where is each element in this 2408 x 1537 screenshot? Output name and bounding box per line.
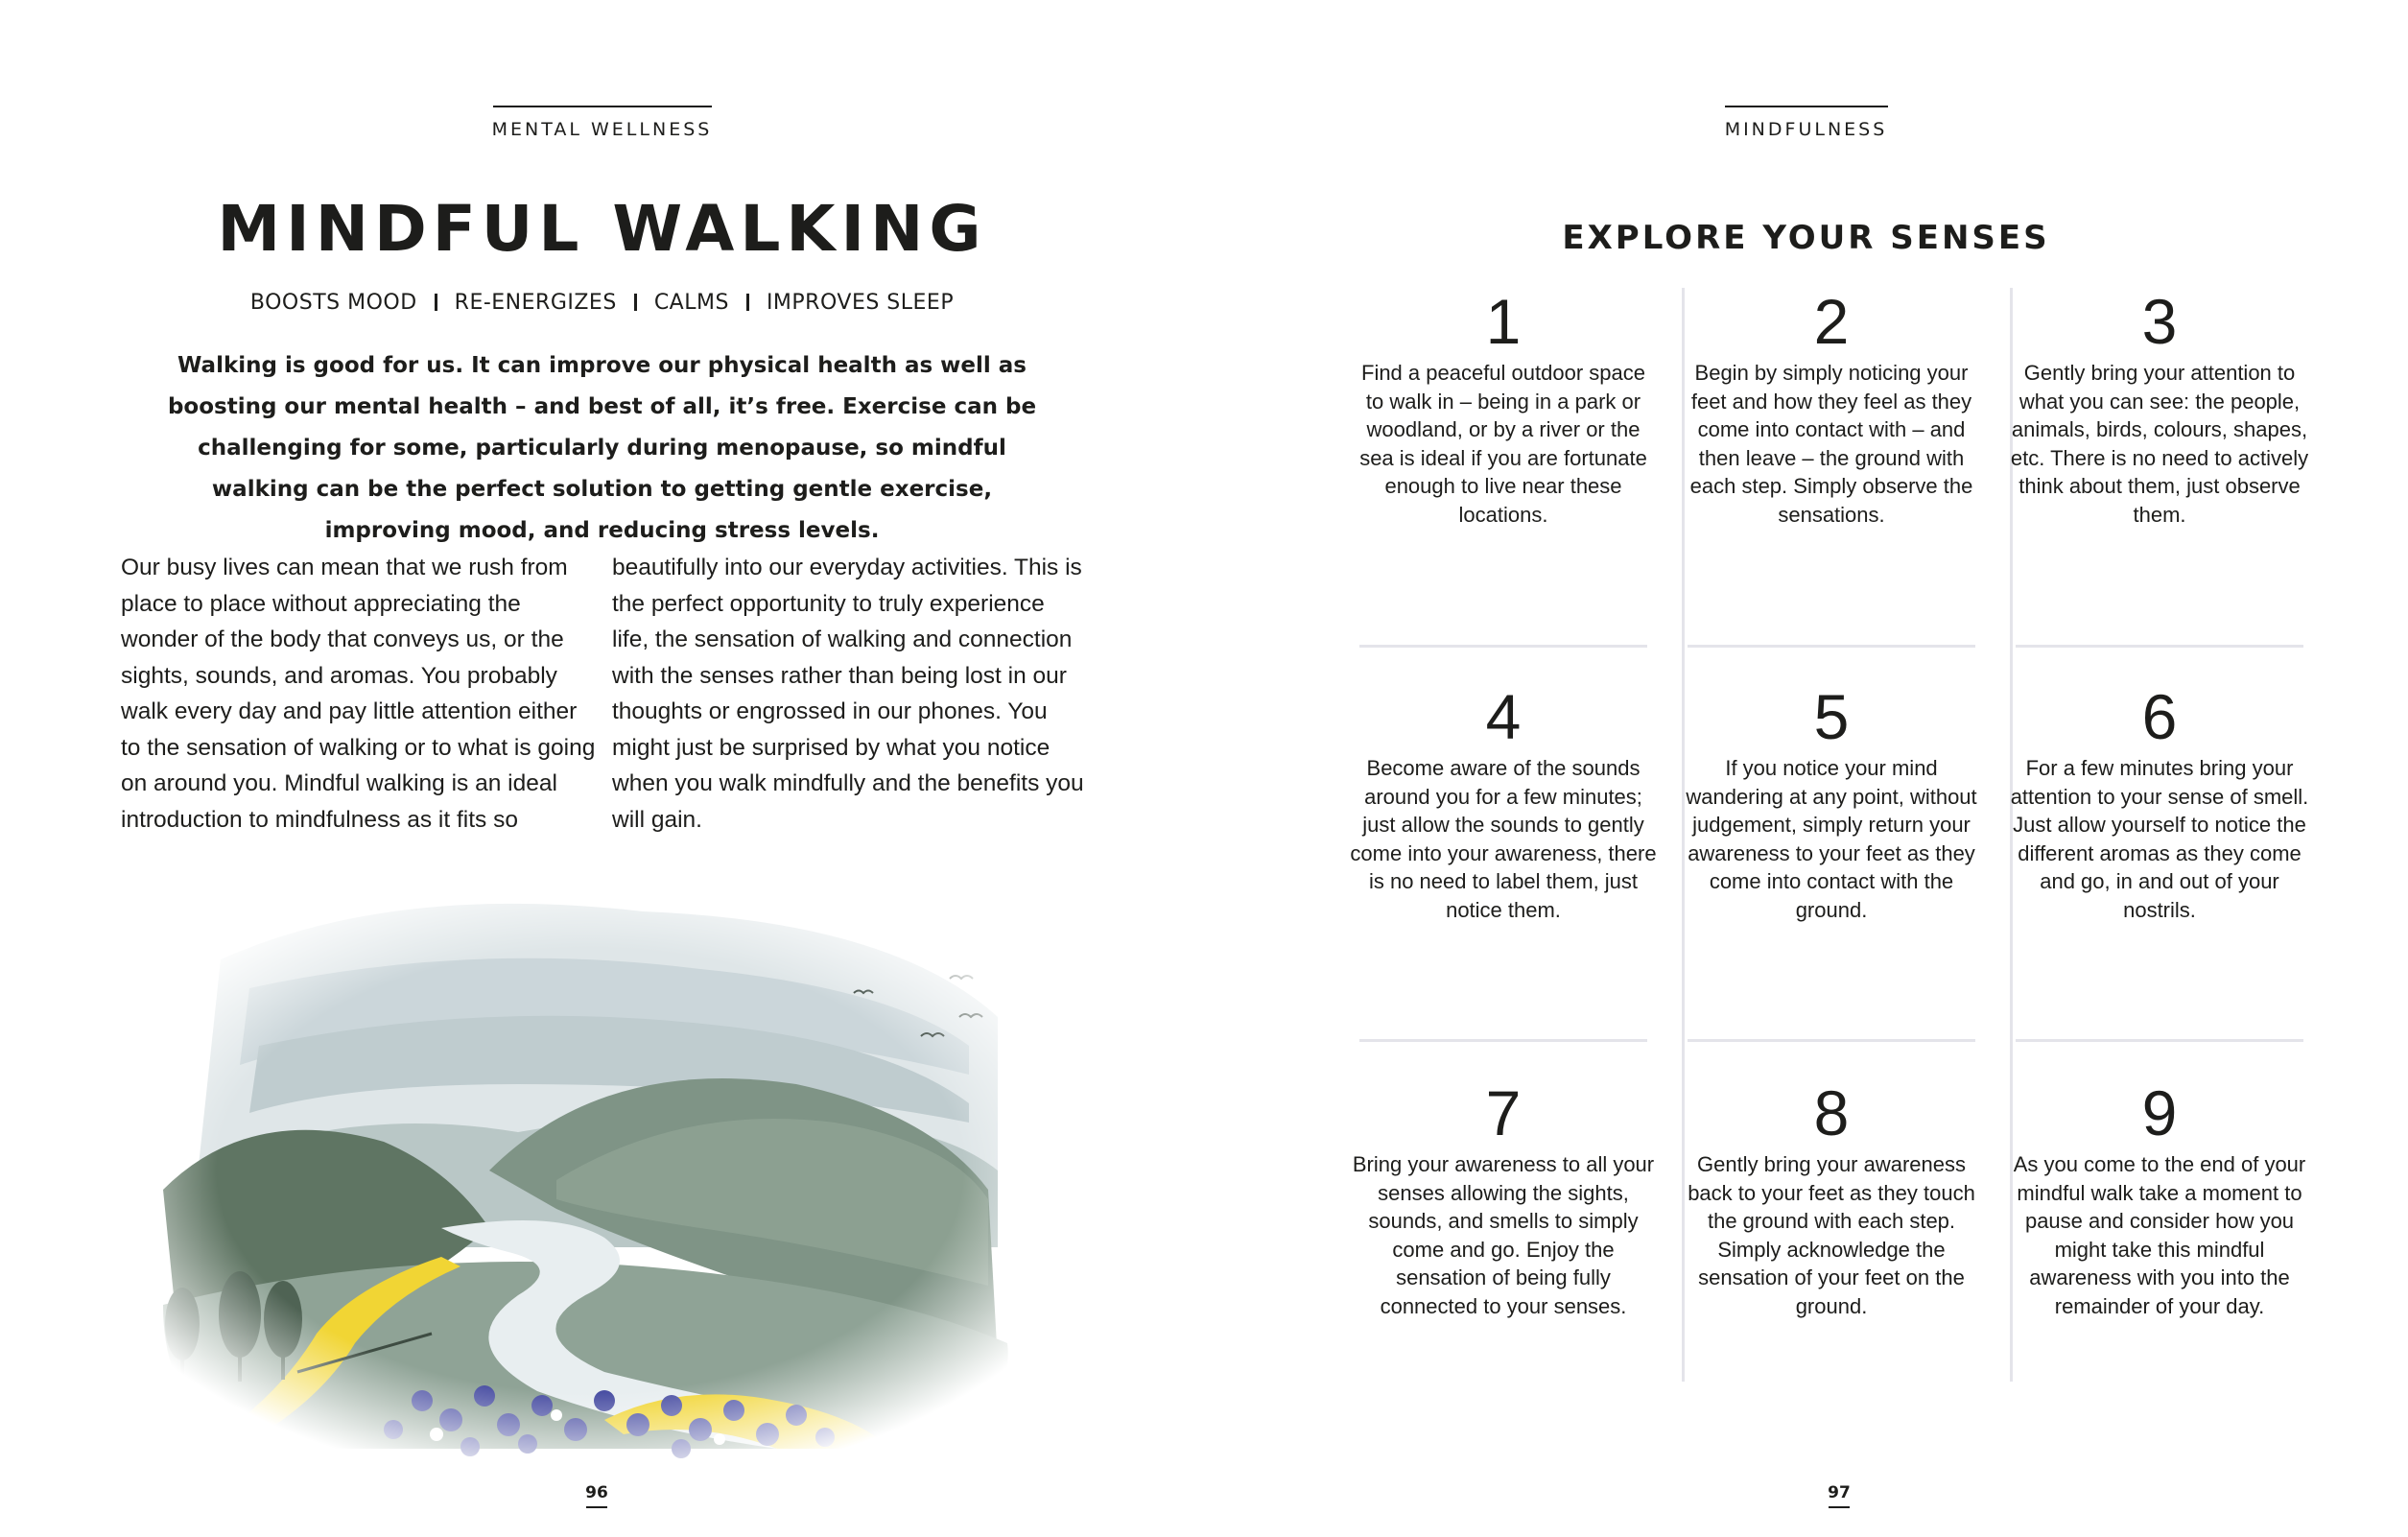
step-3 [2006,288,2313,529]
step-text: Become aware of the sounds around you for a few minutes; just allow the sounds to gently come into your awareness, there is no need to label them, just notice them. [1350,756,1657,922]
right-page [1204,0,2408,1537]
step-9 [2006,1079,2313,1320]
step-text: As you come to the end of your mindful walk take a moment to pause and consider how you might take this mindful awareness with you into the remainder of your day. [2013,1152,2306,1318]
benefit-item: RE-ENERGIZES [454,291,617,315]
step-number: 4 [1485,681,1522,752]
grid-divider [1688,1039,1975,1042]
step-text: For a few minutes bring your attention to your sense of smell. Just allow yourself to notice the different aromas as they come and go, in and out of your nostrils. [2010,756,2309,922]
benefits-list [0,291,1204,315]
step-number: 6 [2141,681,2178,752]
grid-divider [1359,1039,1647,1042]
step-number: 8 [1813,1077,1850,1148]
benefit-item: BOOSTS MOOD [249,291,417,315]
step-6 [2006,683,2313,924]
step-number: 7 [1485,1077,1522,1148]
step-2 [1678,288,1985,529]
intro-paragraph: Walking is good for us. It can improve our physical health as well as boosting our mental health – and best of all, it’s free. Exercise can be challenging for some, particularly during menopause, so mindful walking can be the perfect solution to getting gentle exercise, improving mood, and reducing stress levels. [167,353,1037,543]
benefit-separator [634,294,637,311]
benefit-item: IMPROVES SLEEP [766,291,955,315]
landscape-illustration [106,883,1074,1458]
step-5 [1678,683,1985,924]
running-head-right [1204,106,2408,140]
step-number: 2 [1813,286,1850,357]
page-number-left: 96 [568,1483,626,1508]
benefit-item: CALMS [653,291,729,315]
body-column-2: beautifully into our everyday activities. This is the perfect opportunity to truly experience life, the sensation of walking and connection with the senses rather than being lost in our thoughts or engrossed in our phones. You might just be surprised by what you notice when you walk mindfully and the benefits you will gain. [612,555,1084,833]
running-head-label: MENTAL WELLNESS [491,119,713,140]
step-text: Bring your awareness to all your senses allowing the sights, sounds, and smells to simply come and go. Enjoy the sensation of being fully connected to your senses. [1352,1152,1655,1318]
benefit-separator [435,294,437,311]
grid-divider [1688,645,1975,648]
grid-divider [1359,645,1647,648]
senses-grid [1350,286,2338,1401]
step-1 [1350,288,1657,529]
benefit-separator [746,294,749,311]
step-number: 3 [2141,286,2178,357]
step-text: If you notice your mind wandering at any point, without judgement, simply return your awareness to your feet as they come into contact with the ground. [1686,756,1977,922]
grid-divider [2016,645,2303,648]
step-number: 9 [2141,1077,2178,1148]
page-title: MINDFUL WALKING [217,192,987,266]
step-text: Gently bring your awareness back to your feet as they touch the ground with each step. Simply acknowledge the sensation of your feet on the ground. [1688,1152,1975,1318]
step-text: Begin by simply noticing your feet and how they feel as they come into contact with – and then leave – the ground with each step. Simply observe the sensations. [1689,361,1973,527]
step-8 [1678,1079,1985,1320]
running-head-left [0,106,1204,140]
step-number: 1 [1485,286,1522,357]
grid-divider [2016,1039,2303,1042]
step-4 [1350,683,1657,924]
body-column-1: Our busy lives can mean that we rush from place to place without appreciating the wonder of the body that conveys us, or the sights, sounds, and aromas. You probably walk every day and pay little attention either to the sensation of walking or to what is going on around you. Mindful walking is an ideal introduction to mindfulness as it fits so [121,555,596,833]
page-number-right: 97 [1810,1483,1868,1508]
section-title: EXPLORE YOUR SENSES [1562,219,2050,257]
step-number: 5 [1813,681,1850,752]
running-head-label: MINDFULNESS [1724,119,1888,140]
step-text: Find a peaceful outdoor space to walk in – being in a park or woodland, or by a river or the sea is ideal if you are fortunate enough to live near these locations. [1359,361,1647,527]
step-7 [1350,1079,1657,1320]
step-text: Gently bring your attention to what you can see: the people, animals, birds, colours, shapes, etc. There is no need to actively think about them, just observe them. [2010,361,2309,527]
